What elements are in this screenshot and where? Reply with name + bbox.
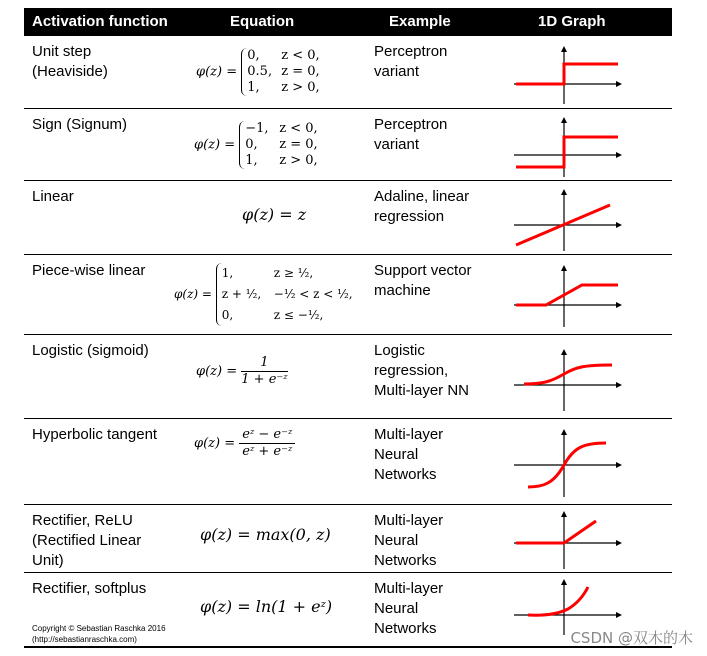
header-equation: Equation <box>230 13 295 30</box>
equation <box>194 121 318 169</box>
row-unit-step <box>24 36 672 108</box>
activation-name: Rectifier, softplus <box>32 580 147 597</box>
activation-name: Hyperbolic tangent <box>32 426 158 443</box>
example-text: Perceptron variant <box>374 116 448 153</box>
equation-lhs: φ(z) = <box>196 64 238 80</box>
example-text: Multi-layer Neural Networks <box>374 426 444 483</box>
copyright-note: Copyright © Sebastian Raschka 2016 (http://sebastianraschka.com) <box>32 624 166 644</box>
row-linear <box>24 180 672 255</box>
equation <box>174 263 353 326</box>
activation-name: Sign (Signum) <box>32 116 128 133</box>
example-text: Multi-layer Neural Networks <box>374 512 444 569</box>
relu-graph <box>514 509 624 571</box>
watermark: CSDN @双木的木 <box>570 629 693 647</box>
row-piecewise-linear <box>24 254 672 335</box>
header-activation: Activation function <box>32 13 168 30</box>
equation-cases: −1, z < 0, 0, z = 0, 1, z > 0, <box>239 121 317 169</box>
equation <box>194 427 295 460</box>
activation-name: Linear <box>32 188 74 205</box>
linear-graph <box>514 187 624 253</box>
activation-name: Piece-wise linear <box>32 262 146 279</box>
logistic-graph <box>514 347 624 413</box>
row-logistic <box>24 334 672 419</box>
equation: φ(z) = max(0, z) <box>200 525 331 544</box>
equation: φ(z) = z <box>242 205 307 224</box>
example-text: Multi-layer Neural Networks <box>374 580 444 637</box>
example-text: Support vector machine <box>374 262 472 299</box>
activation-name: Rectifier, ReLU (Rectified Linear Unit) <box>32 512 142 569</box>
example-text: Perceptron variant <box>374 43 448 80</box>
equation-cases: 1, z ≥ ½, z + ½, −½ < z < ½, 0, z ≤ −½, <box>216 263 353 326</box>
example-text: Logistic regression, Multi-layer NN <box>374 342 470 399</box>
row-relu <box>24 504 672 573</box>
equation: φ(z) = ln(1 + eᶻ) <box>200 597 333 616</box>
header-example: Example <box>389 13 451 30</box>
activation-name: Unit step (Heaviside) <box>32 43 108 80</box>
equation-lhs: φ(z) = <box>174 287 212 301</box>
piecewise-linear-graph <box>514 263 624 329</box>
equation-fraction: $\frac{1}{\text{1 + e⁻ᶻ}}$ <box>241 355 288 387</box>
equation-cases: 0, z < 0, 0.5, z = 0, 1, z > 0, <box>241 48 319 96</box>
example-text: Adaline, linear regression <box>374 188 470 225</box>
header-graph: 1D Graph <box>538 13 606 30</box>
row-sign <box>24 108 672 181</box>
equation <box>196 355 288 388</box>
equation-lhs: φ(z) = <box>194 436 236 451</box>
equation-lhs: φ(z) = <box>194 137 236 153</box>
equation <box>196 48 320 96</box>
table-header <box>24 8 672 36</box>
sign-graph <box>514 115 624 179</box>
row-hyperbolic-tangent <box>24 418 672 505</box>
activation-name: Logistic (sigmoid) <box>32 342 149 359</box>
equation-fraction: $\frac{\text{eᶻ − e⁻ᶻ}}{\text{eᶻ + e⁻ᶻ}}$ <box>239 427 295 460</box>
unit-step-graph <box>514 44 624 106</box>
equation-lhs: φ(z) = <box>196 364 238 379</box>
tanh-graph <box>514 427 624 499</box>
